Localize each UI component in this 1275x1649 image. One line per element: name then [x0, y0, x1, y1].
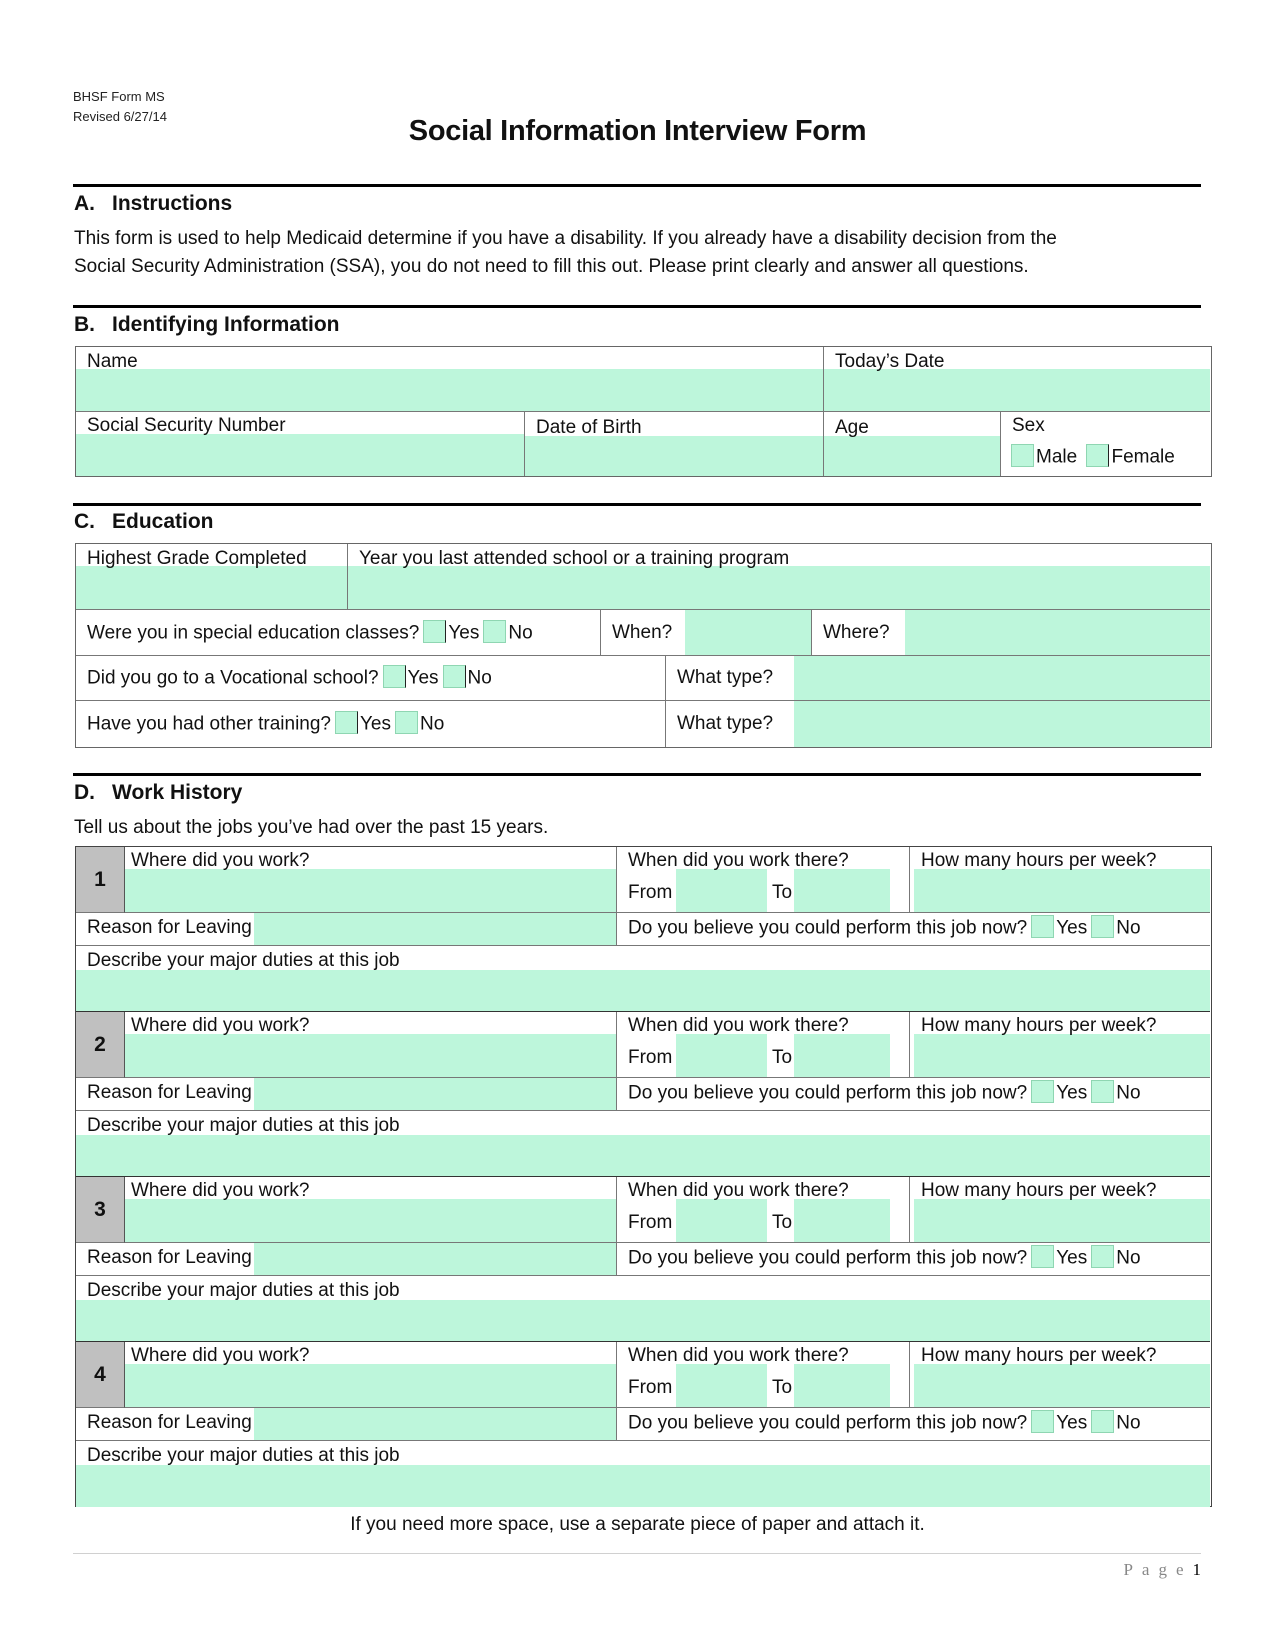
- perform-cell: [617, 1408, 1210, 1441]
- vocational-label: Did you go to a Vocational school?: [87, 667, 379, 689]
- perform-no-checkbox[interactable]: [1091, 1410, 1114, 1433]
- vocational-yes-checkbox[interactable]: [383, 665, 406, 688]
- no-label: No: [420, 713, 445, 735]
- reason-cell: [76, 913, 617, 946]
- perform-yes-checkbox[interactable]: [1031, 1080, 1054, 1103]
- dates-cell: [617, 1012, 910, 1078]
- to-date-input[interactable]: [794, 1034, 890, 1077]
- highest-grade-label: Highest Grade Completed: [87, 548, 307, 569]
- section-divider: [73, 503, 1201, 506]
- duties-cell: [76, 1441, 1210, 1507]
- reason-label: Reason for Leaving: [87, 1082, 252, 1103]
- name-label: Name: [87, 351, 138, 372]
- section-letter: C.: [74, 510, 95, 533]
- reason-label: Reason for Leaving: [87, 1412, 252, 1433]
- dob-cell: [525, 412, 824, 476]
- other-training-type-cell: [666, 701, 1210, 747]
- duties-cell: [76, 1276, 1210, 1342]
- hours-cell: [910, 1342, 1210, 1408]
- hours-input[interactable]: [914, 869, 1210, 912]
- hours-input[interactable]: [914, 1034, 1210, 1077]
- yes-label: Yes: [1056, 1082, 1088, 1104]
- special-ed-label: Were you in special education classes?: [87, 622, 420, 644]
- perform-label: Do you believe you could perform this job now?: [628, 1412, 1028, 1434]
- section-divider: [73, 184, 1201, 187]
- what-type-label: What type?: [677, 667, 774, 688]
- employer-cell: [125, 1342, 617, 1408]
- duties-input[interactable]: [76, 970, 1210, 1011]
- female-checkbox[interactable]: [1086, 444, 1109, 467]
- from-label: From: [628, 882, 673, 903]
- job-entry: [76, 847, 1210, 1012]
- where-label: Where did you work?: [131, 1015, 310, 1036]
- other-training-yes-checkbox[interactable]: [335, 711, 358, 734]
- hours-cell: [910, 847, 1210, 913]
- no-label: No: [1116, 1412, 1141, 1434]
- reason-input[interactable]: [254, 1243, 616, 1275]
- vocational-cell: [76, 656, 666, 701]
- special-ed-question: [87, 622, 533, 645]
- job-number: 3: [76, 1177, 125, 1243]
- perform-question: [628, 1247, 1141, 1270]
- no-label: No: [1116, 1247, 1141, 1269]
- special-ed-cell: [76, 610, 601, 656]
- special-ed-yes-checkbox[interactable]: [423, 620, 446, 643]
- year-last-attended-label: Year you last attended school or a training program: [359, 548, 790, 569]
- when-label: When?: [612, 622, 673, 643]
- reason-cell: [76, 1078, 617, 1111]
- dob-label: Date of Birth: [536, 417, 642, 438]
- vocational-question: [87, 667, 492, 690]
- other-training-question: [87, 713, 444, 736]
- revised-date: Revised 6/27/14: [73, 109, 167, 124]
- yes-label: Yes: [407, 667, 439, 689]
- where-label: Where?: [823, 622, 890, 643]
- employer-input[interactable]: [125, 1199, 616, 1242]
- to-date-input[interactable]: [794, 1364, 890, 1407]
- duties-label: Describe your major duties at this job: [87, 950, 400, 971]
- employer-input[interactable]: [125, 1364, 616, 1407]
- to-date-input[interactable]: [794, 869, 890, 912]
- sex-cell: [1001, 412, 1210, 476]
- instructions-line: This form is used to help Medicaid determine if you have a disability. If you already have a disability decision from the: [74, 228, 1057, 249]
- todays-date-label: Today’s Date: [835, 351, 945, 372]
- section-title: Work History: [112, 781, 243, 804]
- when-label: When did you work there?: [628, 1015, 849, 1036]
- job-number: 1: [76, 847, 125, 913]
- to-date-input[interactable]: [794, 1199, 890, 1242]
- section-d-heading: [74, 781, 242, 805]
- yes-label: Yes: [360, 713, 391, 735]
- reason-input[interactable]: [254, 1078, 616, 1110]
- special-ed-no-checkbox[interactable]: [483, 620, 506, 643]
- section-c-heading: [74, 510, 214, 534]
- where-label: Where did you work?: [131, 850, 310, 871]
- other-training-cell: [76, 701, 666, 747]
- footer-divider: [73, 1553, 1201, 1554]
- instructions-text: [74, 225, 1204, 281]
- perform-no-checkbox[interactable]: [1091, 915, 1114, 938]
- education-table: [75, 543, 1212, 748]
- vocational-type-input[interactable]: [794, 656, 1210, 700]
- name-input[interactable]: [76, 369, 823, 411]
- male-checkbox[interactable]: [1011, 444, 1034, 467]
- from-label: From: [628, 1212, 673, 1233]
- employer-cell: [125, 1012, 617, 1078]
- yes-label: Yes: [1056, 1247, 1088, 1269]
- dates-cell: [617, 1342, 910, 1408]
- where-label: Where did you work?: [131, 1180, 310, 1201]
- more-space-note: If you need more space, use a separate piece of paper and attach it.: [350, 1514, 925, 1535]
- highest-grade-input[interactable]: [76, 566, 347, 609]
- employer-input[interactable]: [125, 1034, 616, 1077]
- ssn-input[interactable]: [76, 434, 524, 476]
- page-word: Page: [1123, 1560, 1193, 1579]
- hours-input[interactable]: [914, 1199, 1210, 1242]
- section-a-heading: [74, 192, 232, 216]
- dates-cell: [617, 847, 910, 913]
- perform-yes-checkbox[interactable]: [1031, 1410, 1054, 1433]
- form-id-text: BHSF Form MS: [73, 89, 165, 104]
- sex-label: Sex: [1012, 415, 1045, 436]
- no-label: No: [508, 622, 533, 644]
- age-cell: [824, 412, 1001, 476]
- reason-cell: [76, 1408, 617, 1441]
- job-number: 4: [76, 1342, 125, 1408]
- special-ed-where-cell: [812, 610, 1210, 656]
- section-title: Education: [112, 510, 214, 533]
- perform-yes-checkbox[interactable]: [1031, 1245, 1054, 1268]
- employer-cell: [125, 847, 617, 913]
- reason-label: Reason for Leaving: [87, 1247, 252, 1268]
- yes-label: Yes: [1056, 917, 1088, 939]
- highest-grade-cell: [76, 544, 348, 610]
- perform-yes-checkbox[interactable]: [1031, 915, 1054, 938]
- section-letter: A.: [74, 192, 95, 215]
- work-history-table: [75, 846, 1212, 1507]
- yes-label: Yes: [1056, 1412, 1088, 1434]
- hours-label: How many hours per week?: [921, 1015, 1157, 1036]
- perform-label: Do you believe you could perform this job now?: [628, 917, 1028, 939]
- section-title: Identifying Information: [112, 313, 340, 336]
- special-ed-when-input[interactable]: [685, 610, 811, 655]
- vocational-no-checkbox[interactable]: [443, 665, 466, 688]
- no-label: No: [1116, 917, 1141, 939]
- perform-label: Do you believe you could perform this job now?: [628, 1247, 1028, 1269]
- what-type-label: What type?: [677, 713, 774, 734]
- section-b-heading: [74, 313, 339, 337]
- hours-label: How many hours per week?: [921, 1180, 1157, 1201]
- duties-label: Describe your major duties at this job: [87, 1115, 400, 1136]
- page-number: [1123, 1560, 1201, 1580]
- where-label: Where did you work?: [131, 1345, 310, 1366]
- ssn-cell: [76, 412, 525, 476]
- hours-label: How many hours per week?: [921, 850, 1157, 871]
- from-label: From: [628, 1047, 673, 1068]
- page-number-value: 1: [1192, 1560, 1201, 1579]
- hours-label: How many hours per week?: [921, 1345, 1157, 1366]
- duties-cell: [76, 946, 1210, 1012]
- age-label: Age: [835, 417, 869, 438]
- perform-question: [628, 1412, 1141, 1435]
- perform-question: [628, 1082, 1141, 1105]
- perform-label: Do you believe you could perform this job now?: [628, 1082, 1028, 1104]
- hours-input[interactable]: [914, 1364, 1210, 1407]
- hours-cell: [910, 1177, 1210, 1243]
- no-label: No: [467, 667, 492, 689]
- other-training-no-checkbox[interactable]: [395, 711, 418, 734]
- other-training-type-input[interactable]: [794, 701, 1210, 747]
- male-label: Male: [1036, 446, 1078, 468]
- perform-cell: [617, 1078, 1210, 1111]
- perform-cell: [617, 913, 1210, 946]
- duties-cell: [76, 1111, 1210, 1177]
- duties-input[interactable]: [76, 1300, 1210, 1341]
- section-title: Instructions: [112, 192, 233, 215]
- special-ed-where-input[interactable]: [905, 610, 1210, 655]
- duties-input[interactable]: [76, 1135, 1210, 1176]
- when-label: When did you work there?: [628, 850, 849, 871]
- vocational-type-cell: [666, 656, 1210, 701]
- section-divider: [73, 305, 1201, 308]
- no-label: No: [1116, 1082, 1141, 1104]
- reason-cell: [76, 1243, 617, 1276]
- section-divider: [73, 773, 1201, 776]
- female-label: Female: [1111, 446, 1175, 468]
- to-label: To: [772, 882, 793, 903]
- page-title: Social Information Interview Form: [408, 115, 867, 147]
- year-last-attended-cell: [348, 544, 1210, 610]
- from-date-input[interactable]: [676, 1199, 767, 1242]
- reason-input[interactable]: [254, 913, 616, 945]
- from-date-input[interactable]: [676, 1364, 767, 1407]
- when-label: When did you work there?: [628, 1345, 849, 1366]
- name-cell: [76, 347, 824, 412]
- from-label: From: [628, 1377, 673, 1398]
- job-number: 2: [76, 1012, 125, 1078]
- ssn-label: Social Security Number: [87, 415, 286, 436]
- identifying-info-table: [75, 346, 1212, 477]
- work-history-intro: Tell us about the jobs you’ve had over the past 15 years.: [74, 817, 549, 838]
- to-label: To: [772, 1047, 793, 1068]
- duties-label: Describe your major duties at this job: [87, 1445, 400, 1466]
- yes-label: Yes: [448, 622, 480, 644]
- perform-question: [628, 917, 1141, 940]
- job-entry: [76, 1342, 1210, 1507]
- perform-cell: [617, 1243, 1210, 1276]
- todays-date-cell: [824, 347, 1210, 412]
- perform-no-checkbox[interactable]: [1091, 1245, 1114, 1268]
- section-letter: B.: [74, 313, 95, 336]
- reason-input[interactable]: [254, 1408, 616, 1440]
- to-label: To: [772, 1212, 793, 1233]
- when-label: When did you work there?: [628, 1180, 849, 1201]
- job-entry: [76, 1177, 1210, 1342]
- to-label: To: [772, 1377, 793, 1398]
- hours-cell: [910, 1012, 1210, 1078]
- other-training-label: Have you had other training?: [87, 713, 331, 735]
- age-input[interactable]: [824, 436, 1000, 476]
- duties-label: Describe your major duties at this job: [87, 1280, 400, 1301]
- special-ed-when-cell: [601, 610, 812, 656]
- from-date-input[interactable]: [676, 869, 767, 912]
- instructions-line: Social Security Administration (SSA), you do not need to fill this out. Please print clearly and answer all questions.: [74, 256, 1029, 277]
- duties-input[interactable]: [76, 1465, 1210, 1507]
- job-entry: [76, 1012, 1210, 1177]
- perform-no-checkbox[interactable]: [1091, 1080, 1114, 1103]
- sex-options: [1007, 446, 1175, 469]
- reason-label: Reason for Leaving: [87, 917, 252, 938]
- dates-cell: [617, 1177, 910, 1243]
- section-letter: D.: [74, 781, 95, 804]
- todays-date-input[interactable]: [824, 369, 1210, 411]
- from-date-input[interactable]: [676, 1034, 767, 1077]
- employer-cell: [125, 1177, 617, 1243]
- year-last-attended-input[interactable]: [348, 566, 1210, 609]
- dob-input[interactable]: [525, 436, 823, 476]
- employer-input[interactable]: [125, 869, 616, 912]
